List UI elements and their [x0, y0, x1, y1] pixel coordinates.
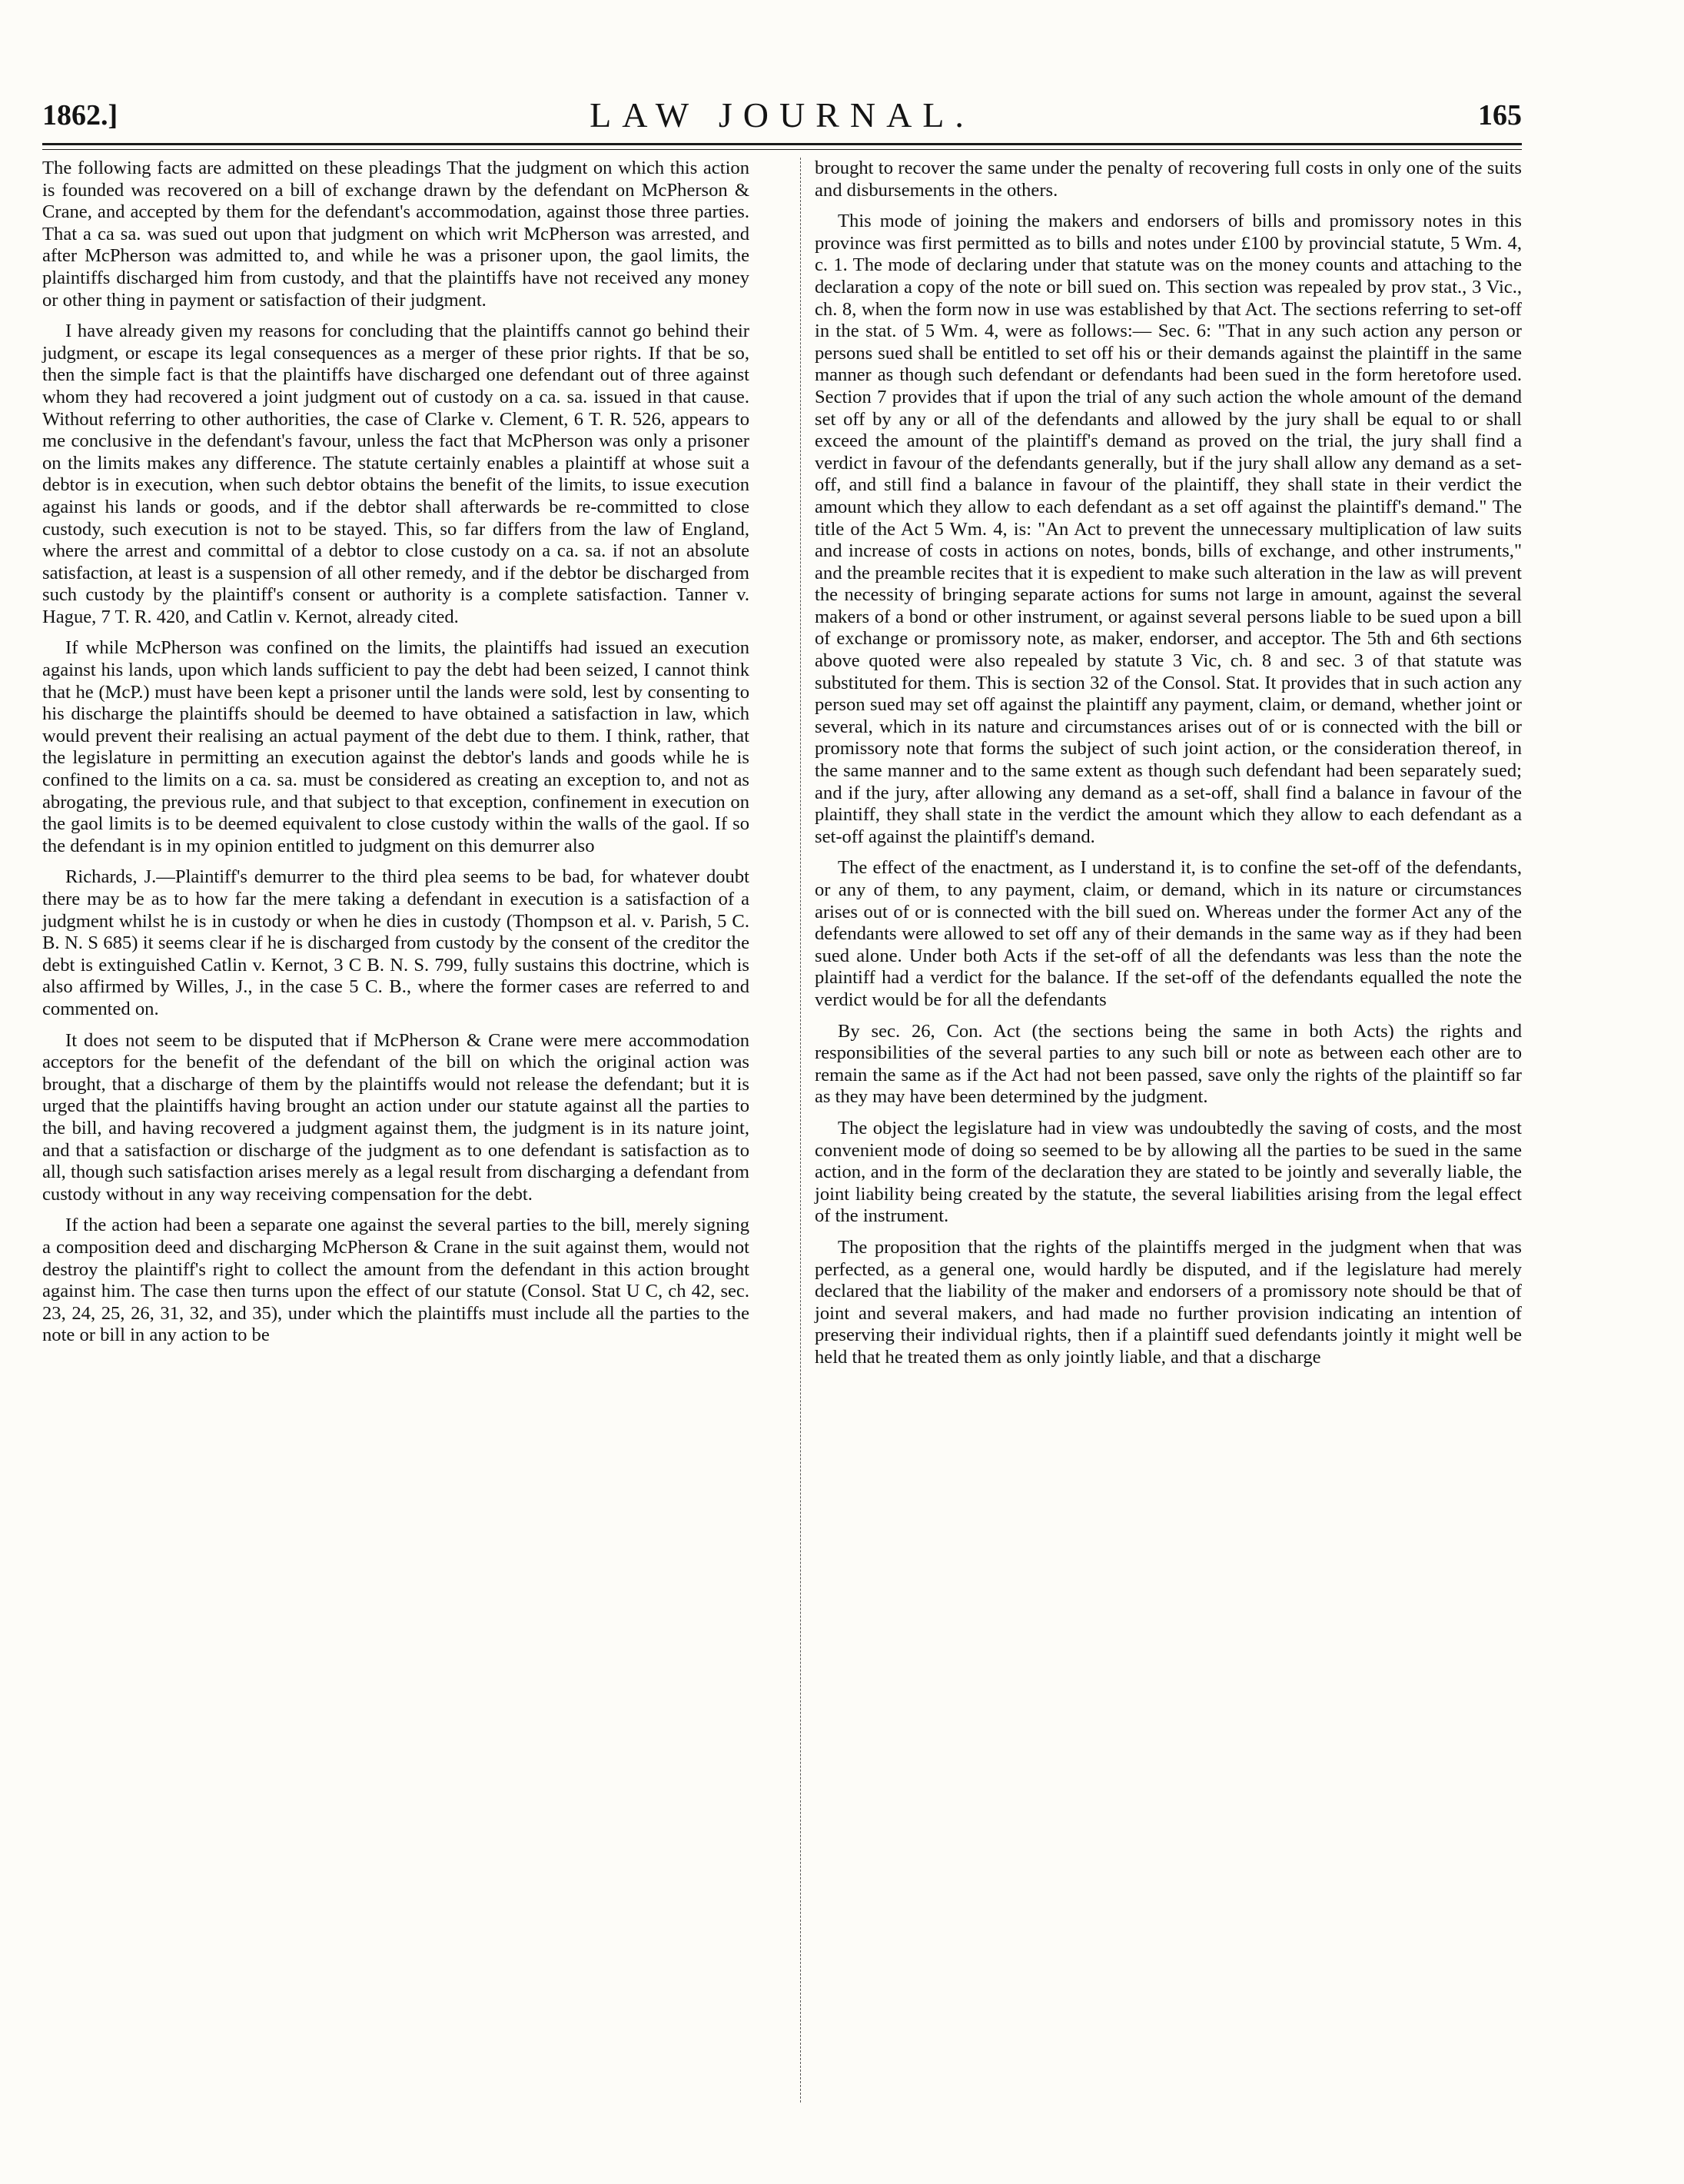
paragraph: It does not seem to be disputed that if McPherson & Crane were mere accommodation acceptors for the benefit of the defendant of the bill on which the original action was brought, that a discharge of them by the plaintiffs would not release the defendant; but it is urged that the plaintiffs having brought an action under our statute against all the parties to the bill, and having recovered a judgment against them, the judgment is in its nature joint, and that a satisfaction or discharge of the judgment as to one defendant is satisfaction as to all, though such satisfaction arises merely as a legal result from discharging a defendant from custody without in any way receiving compensation for the debt. — [42, 1029, 749, 1205]
journal-title: LAW JOURNAL. — [590, 95, 975, 135]
left-column — [42, 158, 749, 1356]
paragraph: This mode of joining the makers and endorsers of bills and promissory notes in this province was first permitted as to bills and notes under £100 by provincial statute, 5 Wm. 4, c. 1. The mode of declaring under that statute was on the money counts and attaching to the declaration a copy of the note or bill sued on. This section was repealed by prov stat., 3 Vic., ch. 8, when the form now in use was established by that Act. The sections referring to set-off in the stat. of 5 Wm. 4, were as follows:— Sec. 6: "That in any such action any person or persons sued shall be entitled to set off his or their demands against the plaintiff in the same manner as though such defendant or defendants had been sued in the form heretofore used. Section 7 provides that if upon the trial of any such action the whole amount of the demand set off by any or all of the defendants and allowed by the jury shall be equal to or shall exceed the amount of the plaintiff's demand as proved on the trial, the jury shall find a verdict in favour of the defendants generally, but if the jury shall allow any demand as a set-off, and still find a balance in favour of the plaintiff, they shall state in their verdict the amount which they allow to each defendant as a set off against the plaintiff's demand." The title of the Act 5 Wm. 4, is: "An Act to prevent the unnecessary multiplication of law suits and increase of costs in actions on notes, bonds, bills of exchange, and other instruments," and the preamble recites that it is expedient to make such alteration in the law as will prevent the necessity of bringing separate actions for sums not large in amount, against the several makers of a bond or other instrument, or against several persons liable to be sued upon a bill of exchange or promissory note, as maker, endorser, and acceptor. The 5th and 6th sections above quoted were also repealed by statute 3 Vic, ch. 8 and sec. 3 of that statute was substituted for them. This is section 32 of the Consol. Stat. It provides that in such action any person sued may set off against the plaintiff any payment, claim, or demand, whether joint or several, which in its nature and circumstances arises out of or is connected with the bill or promissory note that forms the subject of such joint action, or the consideration thereof, in the same manner and to the same extent as though such defendant had been separately sued; and if the jury, after allowing any demand as a set-off, shall find a balance in favour of the plaintiff, they shall state in the verdict the amount which they allow to each defendant as a set-off against the plaintiff's demand. — [815, 211, 1522, 847]
paragraph: The proposition that the rights of the plaintiffs merged in the judgment when that was perfected, as a general one, would hardly be disputed, and if the legislature had merely declared that the liability of the maker and endorsers of a promissory note should be that of joint and several makers, and had made no further provision indicating an intention of preserving their individual rights, then if a plaintiff sued defendants jointly it might well be held that he treated them as only jointly liable, and that a discharge — [815, 1236, 1522, 1368]
column-divider — [800, 158, 801, 2103]
header-rule — [42, 143, 1522, 150]
page-header — [42, 92, 1522, 138]
paragraph: brought to recover the same under the penalty of recovering full costs in only one of the suits and disbursements in the others. — [815, 158, 1522, 201]
page-number: 165 — [1478, 99, 1522, 131]
paragraph: By sec. 26, Con. Act (the sections being the same in both Acts) the rights and responsibilities of the several parties to any such bill or note as between each other are to remain the same as if the Act had not been passed, save only the rights of the plaintiff so far as they may have been determined by the judgment. — [815, 1020, 1522, 1108]
paragraph: I have already given my reasons for concluding that the plaintiffs cannot go behind their judgment, or escape its legal consequences as a merger of these prior rights. If that be so, then the simple fact is that the plaintiffs have discharged one defendant out of three against whom they had recovered a joint judgment out of custody on a ca. sa. issued in that cause. Without referring to other authorities, the case of Clarke v. Clement, 6 T. R. 526, appears to me conclusive in the defendant's favour, unless the fact that McPherson was only a prisoner on the limits makes any difference. The statute certainly enables a plaintiff at whose suit a debtor is in execution, when such debtor obtains the benefit of the limits, to issue execution against his lands or goods, and if the debtor shall afterwards be re-committed to close custody, such execution is not to be stayed. This, so far differs from the law of England, where the arrest and committal of a debtor to close custody on a ca. sa. if not an absolute satisfaction, at least is a suspension of all other remedy, and if the debtor be discharged from such custody by the plaintiff's consent or authority is a complete satisfaction. Tanner v. Hague, 7 T. R. 420, and Catlin v. Kernot, already cited. — [42, 321, 749, 627]
paragraph: The following facts are admitted on these pleadings That the judgment on which this action is founded was recovered on a bill of exchange drawn by the defendant on McPherson & Crane, and accepted by them for the defendant's accommodation, against those three parties. That a ca sa. was sued out upon that judgment on which writ McPherson was arrested, and after McPherson was admitted to, and while he was a prisoner upon, the gaol limits, the plaintiffs discharged him from custody, and that the plaintiffs have not received any money or other thing in payment or satisfaction of their judgment. — [42, 158, 749, 311]
right-column — [815, 158, 1522, 1378]
paragraph: Richards, J.—Plaintiff's demurrer to the third plea seems to be bad, for whatever doubt there may be as to how far the mere taking a defendant in execution is a satisfaction of a judgment whilst he is in custody or when he dies in custody (Thompson et al. v. Parish, 5 C. B. N. S 685) it seems clear if he is discharged from custody by the consent of the creditor the debt is extinguished Catlin v. Kernot, 3 C B. N. S. 799, fully sustains this doctrine, which is also affirmed by Willes, J., in the case 5 C. B., where the former cases are referred to and commented on. — [42, 866, 749, 1019]
paragraph: If the action had been a separate one against the several parties to the bill, merely signing a composition deed and discharging McPherson & Crane in the suit against them, would not destroy the plaintiff's right to collect the amount from the defendant in this action brought against him. The case then turns upon the effect of our statute (Consol. Stat U C, ch 42, sec. 23, 24, 25, 26, 31, 32, and 35), under which the plaintiffs must include all the parties to the note or bill in any action to be — [42, 1215, 749, 1346]
paragraph: If while McPherson was confined on the limits, the plaintiffs had issued an execution against his lands, upon which lands sufficient to pay the debt had been seized, I cannot think that he (McP.) must have been kept a prisoner until the lands were sold, lest by consenting to his discharge the plaintiffs should be deemed to have obtained a satisfaction in law, which would prevent their realising an actual payment of the debt due to them. I think, rather, that the legislature in permitting an execution against the debtor's lands and goods while he is confined to the limits on a ca. sa. must be considered as creating an exception to, and not as abrogating, the previous rule, and that subject to that exception, confinement in execution on the gaol limits is to be deemed equivalent to close custody within the walls of the gaol. If so the defendant is in my opinion entitled to judgment on this demurrer also — [42, 637, 749, 856]
paragraph: The object the legislature had in view was undoubtedly the saving of costs, and the most convenient mode of doing so seemed to be by allowing all the parties to be sued in the same action, and in the form of the declaration they are stated to be jointly and severally liable, the joint liability being created by the statute, the several liabilities arising from the legal effect of the instrument. — [815, 1117, 1522, 1227]
header-year: 1862.] — [42, 99, 118, 131]
paragraph: The effect of the enactment, as I understand it, is to confine the set-off of the defendants, or any of them, to any payment, claim, or demand, which in its nature or circumstances arises out of or is connected with the bill sued on. Whereas under the former Act any of the defendants were allowed to set off any of their demands in the same way as if they had been sued alone. Under both Acts if the set-off of all the defendants was less than the note the plaintiff had a verdict for the balance. If the set-off of the defendants equalled the note the verdict would be for all the defendants — [815, 857, 1522, 1010]
